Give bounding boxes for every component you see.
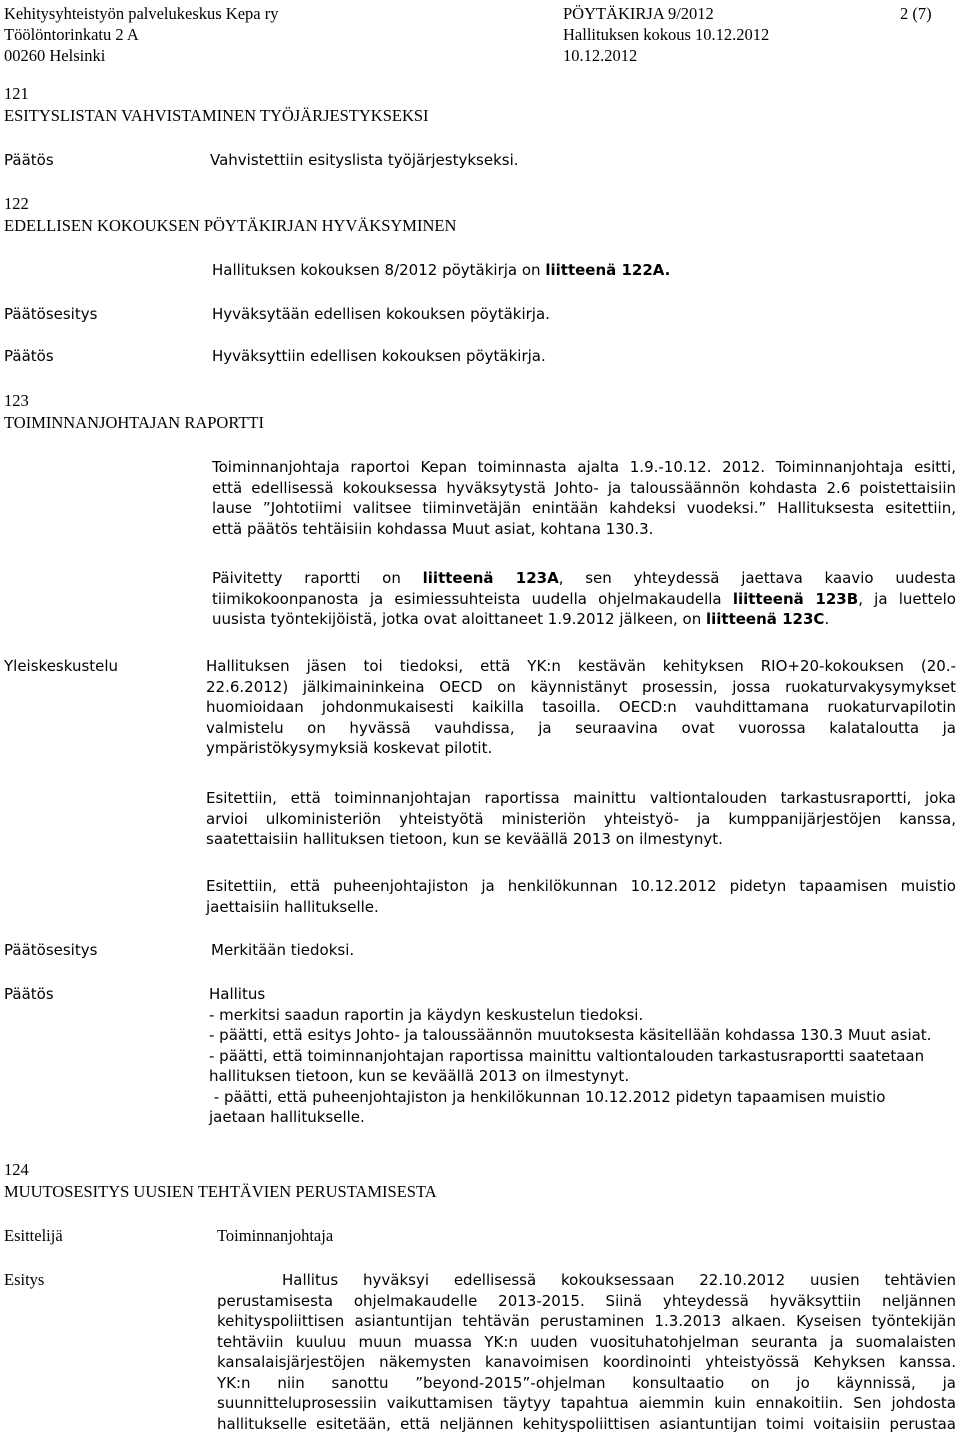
org-street: Töölöntorinkatu 2 A xyxy=(4,25,139,44)
section-122-decision-label: Päätös xyxy=(4,347,54,365)
decision-line: jaetaan hallitukselle. xyxy=(209,1108,365,1126)
section-122-proposal-text: Hyväksytään edellisen kokouksen pöytäkirja. xyxy=(212,305,550,323)
section-122-decision-text: Hyväksyttiin edellisen kokouksen pöytäkirja. xyxy=(212,347,546,365)
report-line: lause ”Johtotiimi valitsee tiiminvetäjän enintään kahdeksi vuodeksi.” Hallituksesta esitettiin, xyxy=(212,499,956,517)
section-124-proposal-label: Esitys xyxy=(4,1270,45,1289)
report-line: että edellisessä kokouksessa hyväksytystä Johto- ja taloussäännön kohdasta 2.6 poistettaisiin xyxy=(212,478,956,497)
doc-date: 10.12.2012 xyxy=(563,46,638,65)
discussion-line: Esitettiin, että puheenjohtajiston ja henkilökunnan 10.12.2012 pidetyn tapaamisen muistio xyxy=(206,877,956,895)
attachments-line: Päivitetty raportti on liitteenä 123A, sen yhteydessä jaettava kaavio uudesta xyxy=(212,569,956,587)
section-124-proposal-text xyxy=(217,1270,956,1434)
discussion-line: huomioidaan johdonmukaisesti kaikilla tasoilla. OECD:n vauhdittamana ruokaturvapilotin xyxy=(206,698,956,716)
discussion-line: arvioi ulkoministeriön yhteistyötä ministeriön yhteistyö- ja kumppanijärjestöjen kanssa, xyxy=(206,809,956,828)
proposal-line: tehtäviin kuuluu muun muassa YK:n uuden vuosituhatohjelman seuranta ja suomalaisten xyxy=(217,1332,956,1351)
decision-line: - päätti, että toiminnanjohtajan raportissa mainittu valtiontalouden tarkastusraportti saatetaan xyxy=(209,1046,925,1065)
proposal-line: Hallitus hyväksyi edellisessä kokouksessaan 22.10.2012 uusien tehtävien xyxy=(282,1271,956,1289)
section-124-number: 124 xyxy=(4,1160,29,1179)
section-123-proposal-label: Päätösesitys xyxy=(4,941,98,959)
section-122-proposal-label: Päätösesitys xyxy=(4,305,98,323)
proposal-line: suunnitteluprosessiin vaikuttamisen täytyy tapahtua aiemmin kuin ennakoitiin. Sen johdosta xyxy=(217,1394,956,1412)
report-line: että päätös tehtäisiin kohdassa Muut asiat, kohtana 130.3. xyxy=(212,519,654,538)
section-123-proposal-text: Merkitään tiedoksi. xyxy=(211,941,355,959)
proposal-line: YK:n niin sanottu ”beyond-2015”-ohjelman konsultaatio on jo käynnissä, ja xyxy=(217,1373,956,1392)
section-123-decision-list xyxy=(209,984,959,1128)
general-discussion-paragraph-1 xyxy=(206,656,956,759)
discussion-line: valmistelu on hyvässä vauhdissa, ja seuraavina ovat vuorossa kalataloutta ja xyxy=(206,718,956,737)
section-122-attachment: liitteenä 122A. xyxy=(545,261,671,279)
decision-line: hallituksen tietoon, kun se keväällä 2013 on ilmestynyt. xyxy=(209,1067,630,1085)
doc-title: PÖYTÄKIRJA 9/2012 xyxy=(563,4,714,23)
discussion-line: ympäristökysymyksiä koskevat pilotit. xyxy=(206,739,493,757)
discussion-line: 22.6.2012) jälkimaininkeina OECD on käynnistänyt prosessin, jossa ruokaturvakysymykset xyxy=(206,677,956,696)
section-121-title: ESITYSLISTAN VAHVISTAMINEN TYÖJÄRJESTYKSEKSI xyxy=(4,106,429,125)
proposal-line: kansalaisjärjestöjen näkemysten kanavoimisen koordinointi yhteistyössä Kehyksen kanssa. xyxy=(217,1353,956,1371)
proposal-line: perustamisesta ohjelmakaudelle 2013-2015. Siinä yhteydessä hyväksyttiin neljännen xyxy=(217,1291,956,1310)
section-121-decision-text: Vahvistettiin esityslista työjärjestykseksi. xyxy=(210,151,519,169)
discussion-line: jaettaisiin hallitukselle. xyxy=(206,897,379,916)
decision-line: - päätti, että esitys Johto- ja taloussäännön muutoksesta käsitellään kohdassa 130.3 Muut asiat. xyxy=(209,1026,932,1044)
decision-line: - päätti, että puheenjohtajiston ja henkilökunnan 10.12.2012 pidetyn tapaamisen muistio xyxy=(209,1087,886,1106)
section-124-presenter-label: Esittelijä xyxy=(4,1226,63,1245)
discussion-line: saatettaisiin hallituksen tietoon, kun se keväällä 2013 on ilmestynyt. xyxy=(206,830,723,848)
decision-line: Hallitus xyxy=(209,985,266,1003)
report-line: Toiminnanjohtaja raportoi Kepan toiminnasta ajalta 1.9.-10.12. 2012. Toiminnanjohtaja esitti, xyxy=(212,458,956,476)
general-discussion-paragraph-3 xyxy=(206,876,956,917)
discussion-line: Hallituksen jäsen toi tiedoksi, että YK:n kestävän kehityksen RIO+20-kokouksen (20.- xyxy=(206,657,956,675)
section-121-decision-label: Päätös xyxy=(4,151,54,169)
section-123-decision-label: Päätös xyxy=(4,985,54,1003)
discussion-line: Esitettiin, että toiminnanjohtajan raportissa mainittu valtiontalouden tarkastusraportti, joka xyxy=(206,789,956,807)
org-name: Kehitysyhteistyön palvelukeskus Kepa ry xyxy=(4,4,279,23)
general-discussion-label: Yleiskeskustelu xyxy=(4,657,119,675)
section-123-number: 123 xyxy=(4,391,29,410)
section-123-report-paragraph xyxy=(212,457,956,539)
section-121-number: 121 xyxy=(4,84,29,103)
attachments-line: tiimikokoonpanosta ja esimiessuhteista uudella ohjelmakaudella liitteenä 123B, ja luettelo xyxy=(212,589,956,608)
general-discussion-paragraph-2 xyxy=(206,788,956,850)
section-122-number: 122 xyxy=(4,194,29,213)
org-postal: 00260 Helsinki xyxy=(4,46,106,65)
proposal-line: kehityspoliittisen asiantuntijan tehtävän perustaminen 1.3.2013 alkaen. Kyseisen työntekijän xyxy=(217,1312,956,1330)
section-122-title: EDELLISEN KOKOUKSEN PÖYTÄKIRJAN HYVÄKSYMINEN xyxy=(4,216,457,235)
proposal-line: hallitukselle esitetään, että neljännen kehityspoliittisen asiantuntijan toimi voitaisiin perustaa xyxy=(217,1414,956,1433)
page-number: 2 (7) xyxy=(900,4,932,23)
section-122-intro-text: Hallituksen kokouksen 8/2012 pöytäkirja on xyxy=(212,261,541,279)
decision-line: - merkitsi saadun raportin ja käydyn keskustelun tiedoksi. xyxy=(209,1005,644,1024)
section-123-title: TOIMINNANJOHTAJAN RAPORTTI xyxy=(4,413,265,432)
section-124-title: MUUTOSESITYS UUSIEN TEHTÄVIEN PERUSTAMISESTA xyxy=(4,1182,437,1201)
section-122-intro xyxy=(212,260,670,280)
meeting-name: Hallituksen kokous 10.12.2012 xyxy=(563,25,770,44)
attachments-line: uusista työntekijöistä, jotka ovat aloittaneet 1.9.2012 jälkeen, on liitteenä 123C. xyxy=(212,610,830,628)
section-124-presenter: Toiminnanjohtaja xyxy=(217,1226,334,1245)
section-123-attachments-paragraph xyxy=(212,568,956,630)
